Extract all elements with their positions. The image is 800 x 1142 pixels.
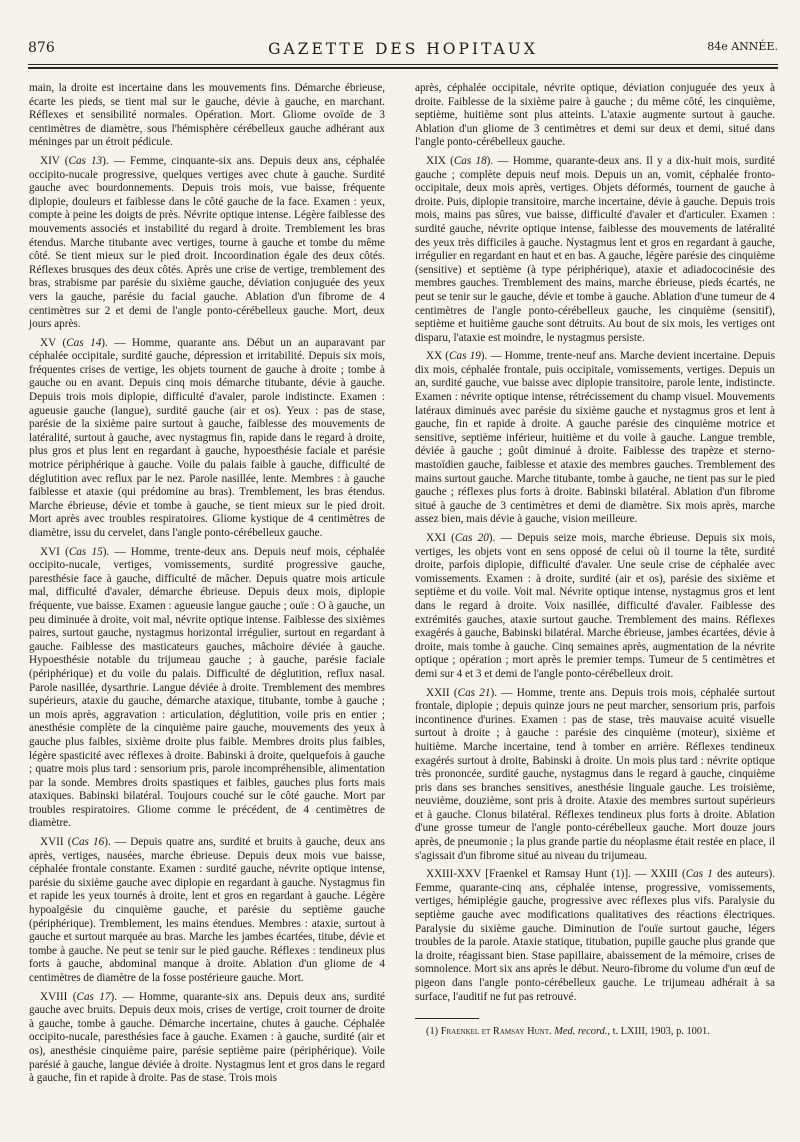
footnote-source: Med. record. bbox=[554, 1026, 608, 1038]
case-label: Cas 15 bbox=[68, 545, 103, 558]
right-column bbox=[415, 82, 775, 1043]
case-paragraph: XVII (Cas 16). — Depuis quatre ans, surdité et bruits à gauche, deux ans après, vertiges, nausées, marche ébrieuse. Depuis deux mois vue baisse, céphalée frontale constante. Examen : surdité gauche, névrite optique intense, parésie du sixième gauche avec diplopie en regardant à gauche. Nystagmus fin et rapide les yeux tournés à droite, lent et gros en regardant à gauche. Légère hypoalgésie du cinquième gauche, et parésie du septième gauche (périphérique). Tremblement, les mains étendues. Membres : ataxie, surtout à gauche et surtout marquée au bras. Marche les jambes écartées, titube, dévie et tombe à gauche. Ne peut se tenir sur le pied gauche. Réflexes : tendineux plus forts à gauche, abdominal manque à droite. Ablation d'un gliome de 4 centimètres de diamètre de la fosse postérieure gauche. Mort. bbox=[29, 836, 385, 984]
journal-title: GAZETTE DES HOPITAUX bbox=[268, 40, 538, 58]
page-number: 876 bbox=[28, 40, 55, 56]
case-label: Cas 16 bbox=[71, 836, 105, 849]
page-header bbox=[28, 40, 778, 62]
left-column bbox=[29, 82, 385, 1091]
case-paragraph: après, céphalée occipitale, névrite optique, déviation conjuguée des yeux à droite. Faiblesse de la sixième paire à gauche ; du même côté, les cinquième, septième, huitième sont plus atteints. L'ataxie augmente surtout à gauche. Ablation d'un gliome de 3 centimètres et demi sur deux et demi, situé dans l'angle ponto-cérébelleux gauche. bbox=[415, 82, 775, 149]
case-label: Cas 17 bbox=[76, 990, 111, 1003]
header-rule-thick bbox=[28, 67, 778, 69]
case-label: Cas 19 bbox=[449, 350, 481, 363]
case-paragraph: XXII (Cas 21). — Homme, trente ans. Depuis trois mois, céphalée surtout frontale, diplopie ; depuis quinze jours ne peut marcher, sensorium pris, parfois incontinence d'urines. Examen : pas de stase, très mauvaise acuité visuelle surtout à droite ; à gauche : parésie des cinquième (moteur), sixième et huitième. Marche incertaine, tend à tomber en arrière. Réflexes tendineux exagérés surtout à droite, Babinski à droite. Un mois plus tard : névrite optique très prononcée, surdité gauche, nystagmus dans le regard à gauche, cinquième pris dans ses branches sensitives, anesthésie linguale gauche. Les troisième, neuvième, douzième, sont pris à droite. Ataxie des membres surtout supérieurs et à gauche. Clonus bilatéral. Réflexes tendineux plus forts à droite. Ablation d'une grosse tumeur de l'angle ponto-cérébelleux gauche. Mort douze jours après, de pneumonie ; la plus grande partie du néoplasme était restée en place, il s'agissait d'un fibrome situé au niveau du trijumeau. bbox=[415, 686, 775, 862]
case-label: Cas 13 bbox=[68, 154, 103, 167]
case-label: Cas 21 bbox=[457, 686, 491, 699]
case-label: Cas 18 bbox=[453, 154, 487, 167]
case-paragraph: XIV (Cas 13). — Femme, cinquante-six ans. Depuis deux ans, céphalée occipito-nucale progressive, quelques vertiges avec chute à gauche. Surdité gauche avec bourdonnements. Depuis trois mois, vue baisse, fréquente diplopie, douleurs et faiblesse dans le côté gauche de la face. Examen : yeux, compte à peine les doigts de près. Névrite optique intense. Légère faiblesse des mouvements associés et instabilité du regard à droite. Tremblement les bras étendus. Marche titubante avec vertiges, tourne à gauche et tombe du même côté. Se tient mieux sur le pied droit. Incoordination égale des deux côtés. Réflexes brusques des deux côtés. Après une crise de vertige, tremblement des bras, strabisme par parésie du sixième gauche, déviation conjuguée des yeux vers la gauche, parésie du facial gauche. Ablation d'un fibrome de 4 centimètres sur 2 et demi de l'angle ponto-cérébelleux gauche. Mort, deux jours après. bbox=[29, 154, 385, 331]
case-paragraph: XXI (Cas 20). — Depuis seize mois, marche ébrieuse. Depuis six mois, vertiges, les objets vont en sens opposé de celui où il tourne la tête, surdité droite, parfois diplopie, difficulté d'avaler. Une seule crise de céphalée avec vomissements. Examen : à droite, surdité (air et os), parésie des sixième et septième et du voile. Voit mal. Névrite optique intense, nystagmus gros et lent dans le regard à droite. Voix nasillée, difficulté d'avaler. Faiblesse des extrémités gauches, ataxie surtout gauche. Tremblement des mains. Réflexes exagérés à gauche, Babinski bilatéral. Marche ébrieuse, jambes écartées, dévie à droite, mais tombe à gauche. Cinq semaines après, augmentation de la névrite optique ; opération ; mort après le premier temps. Tumeur de 5 centimètres et demi sur 4 et 3 et demi de l'angle ponto-cérébelleux droit. bbox=[415, 532, 775, 680]
case-label: Cas 14 bbox=[66, 336, 102, 349]
footnote-marker: (1) bbox=[426, 1026, 439, 1038]
case-paragraph: main, la droite est incertaine dans les mouvements fins. Démarche ébrieuse, écarte les pieds, se tient mal sur le gauche, dévie à gauche, en marchant. Réflexes et sensibilité normales. Opération. Mort. Gliome ovoïde de 3 centimètres de diamètre, sous l'hémisphère cérébelleux gauche adhérant aux méninges par un étroit pédicule. bbox=[29, 82, 385, 149]
footnote-rule bbox=[415, 1018, 479, 1019]
header-rule-thin bbox=[28, 64, 778, 65]
case-paragraph: XIX (Cas 18). — Homme, quarante-deux ans. Il y a dix-huit mois, surdité gauche ; complète depuis neuf mois. Depuis un an, vomit, céphalée fronto-occipitale, deux mois après, vertiges. Objets déformés, tournent de gauche à droite. Puis, diplopie transitoire, marche incertaine, dévie à gauche. Depuis trois mois, mains pas sûres, vue baisse, difficulté d'avaler et d'articuler. Examen : surdité gauche, névrite optique intense, faiblesse des mouvements de latéralité des yeux très difficiles à gauche. Nystagmus lent et gros en regardant à gauche, irrégulier en regardant en haut et en bas. A gauche, légère parésie des cinquième (sensitive) et septième (à type périphérique), ataxie et adiadococinésie des membres gauches. Tremblement des mains, marche ébrieuse, pieds écartés, ne peut se tenir sur le gauche, dévie et tombe à gauche. Ablation d'une tumeur de 4 centimètres de l'angle ponto-cérébelleux gauche, les cinquième (sensitif), septième et huitième gauche sont détruits. Au bout de six mois, les vertiges ont disparu, l'ataxie est moindre, le nystagmus persiste. bbox=[415, 154, 775, 344]
case-paragraph: XVI (Cas 15). — Homme, trente-deux ans. Depuis neuf mois, céphalée occipito-nucale, vertiges, vomissements, surdité progressive gauche, paresthésie face à gauche, difficulté de mâcher. Depuis quatre mois articule mal, difficulté d'avaler, démarche ébrieuse. Depuis deux mois, diplopie fréquente, vue baisse. Examen : agueusie langue gauche ; ouïe : O à gauche, un peu diminuée à droite, voit mal, névrite optique intense. Faiblesse des sixièmes paires, surtout gauche, nystagmus horizontal irrégulier, surtout en regardant à gauche. Faiblesse des masticateurs gauches, mâchoire déviée à gauche. Hypoesthésie notable du trijumeau gauche ; à gauche, parésie faciale (périphérique) et du voile du palais. Difficulté de déglutition, reflux nasal. Parole nasillée, dysarthrie. Langue déviée à droite. Tremblement des membres supérieurs, ataxie du gauche, démarche ataxique, titubante, tombe à gauche ; un mois après, aggravation : articulation, déglutition, voile pris en entier ; anesthésie complète de la cinquième paire gauche, mouvements des yeux à gauche plus faibles, sixième droite plus faible. Membres droits plus faibles, légère spasticité avec réflexes à droite. Babinski à droite, quelquefois à gauche ; quatre mois plus tard : sensorium pris, parole incompréhensible, alimentation par la sonde. Membres droits spastiques et faibles, gauches plus forts mais ataxiques. Babinski bilatéral. Toujours couché sur le côté gauche. Mort par troubles respiratoires. Gliome comme le précédent, de 4 centimètres de diamètre. bbox=[29, 545, 385, 830]
case-label: Cas 20 bbox=[454, 532, 489, 544]
case-label: Cas 1 bbox=[685, 868, 713, 881]
footnote-authors: Fraenkel et Ramsay Hunt. bbox=[440, 1026, 552, 1038]
case-paragraph: XV (Cas 14). — Homme, quarante ans. Début un an auparavant par céphalée occipitale, surdité gauche, dépression et irritabilité. Depuis six mois, fréquentes crises de vertige, les objets tournent de gauche à droite ; tombe à gauche ou en avant. Depuis cinq mois démarche titubante, dévie à gauche. Depuis trois mois diplopie, difficulté d'avaler, parole indistincte. Examen : agueusie gauche (langue), surdité gauche (air et os). Yeux : pas de stase, parésie de la sixième paire surtout à gauche, faiblesse des mouvements de latéralité, surtout à gauche, avec nystagmus fin, rapide dans le regard à droite, plus gros et plus lent en regardant à gauche, hypoesthésie faciale et parésie motrice périphérique à gauche. Voile du palais faible à gauche, difficulté de déglutition avec reflux par le nez. Parole nasillée, lente. Membres : à gauche faiblesse et ataxie (qui prédomine au bras). Tremblement, les bras étendus. Marche ébrieuse, dévie et tombe à gauche, se tient mieux sur le pied droit. Mort après avec troubles respiratoires. Gliome kystique de 4 centimètres de diamètre, issu du cervelet, dans l'angle ponto-cérébelleux gauche. bbox=[29, 336, 385, 539]
case-paragraph: XXIII-XXV [Fraenkel et Ramsay Hunt (1)]. — XXIII (Cas 1 des auteurs). Femme, quarante-cinq ans, céphalée intense, progressive, vomissements, vertiges, hémiplégie gauche, progressive avec réflexes plus vifs. Paralysie du septième gauche avec modifications qualitatives des réactions électriques. Paralysie du sixième gauche. Diminution de l'ouïe surtout gauche, légers troubles de la parole. Ataxie statique, titubation, pupille gauche plus grande que la droite, réagissant bien. Stase papillaire, abaissement de la mémoire, crises de somnolence. Mort six ans après le début. Neuro-fibrome du volume d'un œuf de pigeon dans l'angle ponto-cérébelleux gauche. Le trijumeau adhérait à sa surface, l'auditif ne fut pas retrouvé. bbox=[415, 868, 775, 1003]
footnote: (1) Fraenkel et Ramsay Hunt. Med. record., t. LXIII, 1903, p. 1001. bbox=[426, 1026, 710, 1038]
case-paragraph: XX (Cas 19). — Homme, trente-neuf ans. Marche devient incertaine. Depuis dix mois, céphalée frontale, puis occipitale, vomissements, vertiges. Depuis un an, surdité gauche, vue baisse avec diplopie transitoire, parole lente, indistincte. Examen : névrite optique intense, rétrécissement du champ visuel. Mouvements latéraux diminués avec parésie du sixième gauche et nystagmus gros et lent à gauche, fin et rapide à droite. A gauche parésie des cinquième motrice et sensitive, septième inférieur, huitième et du voile à gauche. Langue tremble, déviée à gauche ; goût diminué à droite. Faiblesse des trapèze et sterno-mastoïdien gauche, faiblesse et ataxie des membres gauches. Tremblement des mains surtout gauche. Marche titubante, tombe à gauche, ne tient pas sur le pied gauche ; réflexes plus forts à droite. Babinski bilatéral. Ablation d'un fibrome situé à gauche de 3 centimètres et demi de diamètre. Six mois après, marche assez bien, mais dévie à gauche, vision meilleure. bbox=[415, 350, 775, 526]
journal-year: 84e ANNÉE. bbox=[707, 40, 778, 53]
case-paragraph: XVIII (Cas 17). — Homme, quarante-six ans. Depuis deux ans, surdité gauche avec bruits. Depuis deux mois, crises de vertige, croit tourner de droite à gauche, tombe à gauche. Démarche incertaine, chutes à gauche. Céphalée occipito-nucale, paresthésies face à gauche. Examen : à gauche, surdité (air et os), anesthésie cinquième paire, parésie septième paire (périphérique). Voile parésié à gauche, langue déviée à droite. Nystagmus lent et gros dans le regard à gauche, fin et rapide à droite. Pas de stase. Trois mois bbox=[29, 990, 385, 1085]
